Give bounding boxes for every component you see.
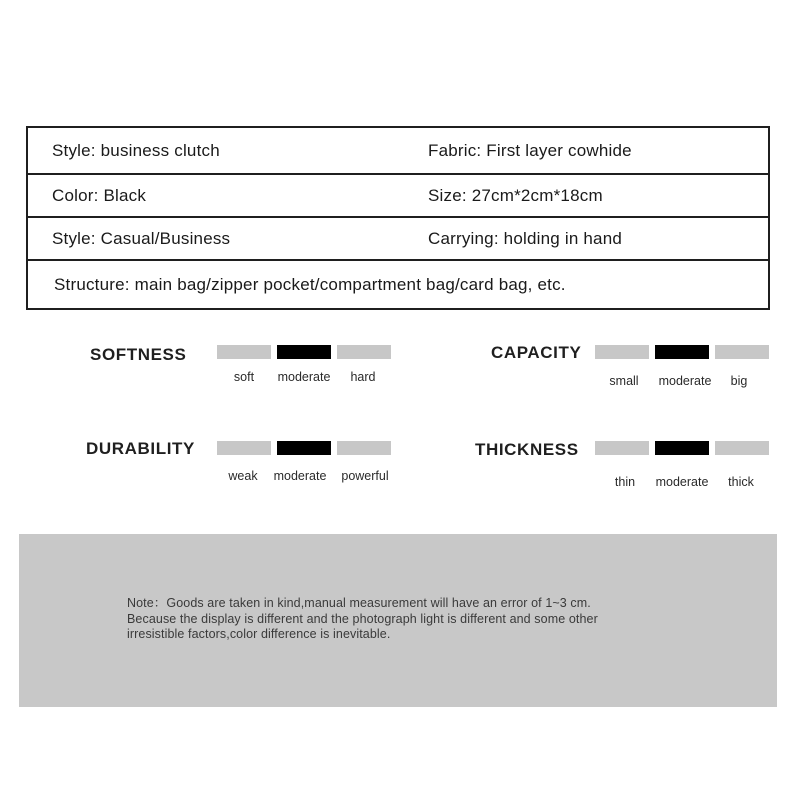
rating-bar: [595, 345, 769, 359]
rating-segment: [595, 345, 649, 359]
spec-fabric: Fabric: First layer cowhide: [428, 140, 632, 160]
spec-row: [28, 175, 768, 218]
rating-label: weak: [228, 469, 258, 483]
rating-title: THICKNESS: [475, 440, 579, 459]
rating-label: small: [609, 374, 639, 388]
spec-style: Style: business clutch: [52, 140, 220, 160]
rating-label: thin: [614, 475, 636, 489]
note-line: Note：Goods are taken in kind,manual measurement will have an error of 1~3 cm.: [127, 596, 591, 610]
rating-label: big: [730, 374, 748, 388]
spec-style-2: Style: Casual/Business: [52, 228, 231, 248]
spec-row: [28, 128, 768, 175]
rating-bar: [217, 441, 391, 455]
rating-bar: [217, 345, 391, 359]
note-line: Because the display is different and the photograph light is different and some other: [127, 611, 598, 626]
spec-color: Color: Black: [52, 185, 147, 205]
rating-segment: [655, 441, 709, 455]
rating-title: SOFTNESS: [90, 345, 187, 364]
rating-label: soft: [233, 370, 255, 384]
spec-row: [28, 261, 768, 308]
rating-segment: [715, 345, 769, 359]
rating-segment: [715, 441, 769, 455]
note-box: [19, 534, 777, 707]
rating-bar: [595, 441, 769, 455]
rating-segment: [217, 441, 271, 455]
rating-segment: [277, 345, 331, 359]
rating-segment: [337, 441, 391, 455]
rating-segment: [217, 345, 271, 359]
rating-segment: [655, 345, 709, 359]
note-line: irresistible factors,color difference is inevitable.: [127, 627, 391, 641]
rating-title: DURABILITY: [86, 439, 195, 458]
spec-carrying: Carrying: holding in hand: [428, 228, 623, 248]
rating-segment: [595, 441, 649, 455]
rating-title: CAPACITY: [491, 343, 582, 362]
rating-label: moderate: [277, 370, 331, 384]
rating-label: powerful: [341, 469, 389, 483]
rating-segment: [277, 441, 331, 455]
spec-size: Size: 27cm*2cm*18cm: [428, 185, 603, 205]
rating-segment: [337, 345, 391, 359]
spec-table: [26, 126, 770, 310]
rating-label: thick: [728, 475, 754, 489]
spec-row: [28, 218, 768, 261]
spec-structure: Structure: main bag/zipper pocket/compartment bag/card bag, etc.: [54, 274, 566, 294]
rating-label: hard: [350, 370, 376, 384]
rating-label: moderate: [273, 469, 327, 483]
note-text: [127, 596, 747, 643]
rating-label: moderate: [658, 374, 712, 388]
rating-label: moderate: [655, 475, 709, 489]
